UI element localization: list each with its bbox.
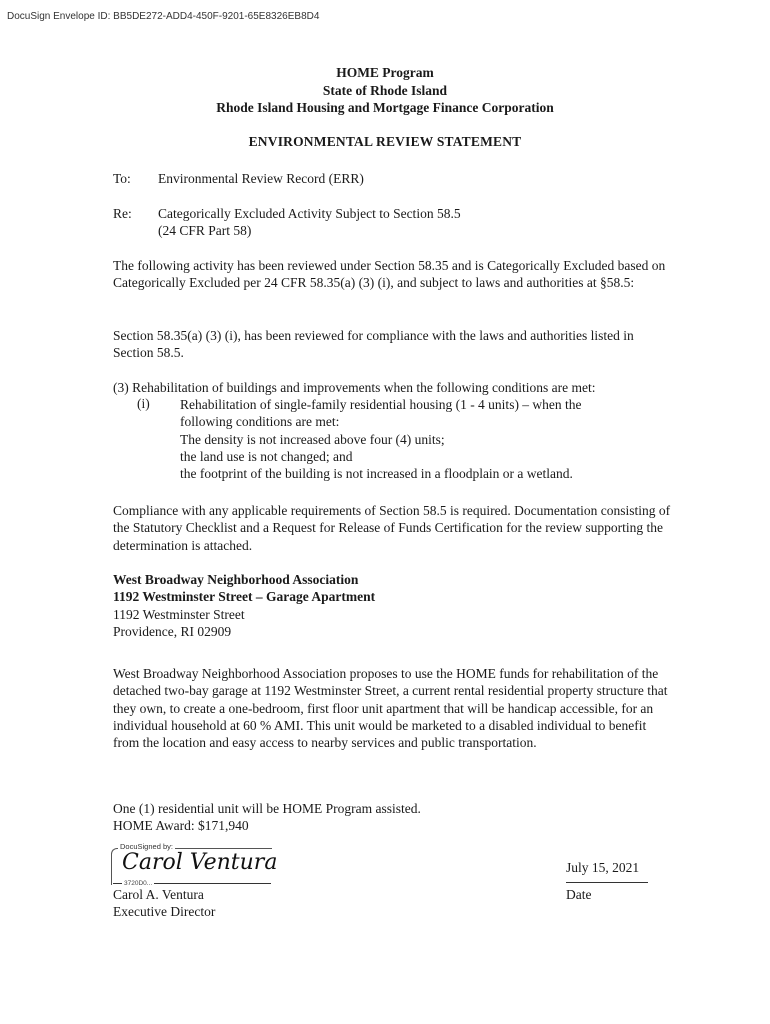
re-line-1: Categorically Excluded Activity Subject to Section 58.5: [158, 206, 461, 221]
condition-line: the footprint of the building is not increased in a floodplain or a wetland.: [180, 466, 573, 482]
condition-line: The density is not increased above four (4) units;: [180, 431, 445, 447]
condition-list: [180, 396, 650, 482]
project-city: Providence, RI 02909: [113, 623, 232, 639]
document-header: [0, 64, 770, 117]
program-name: HOME Program: [336, 65, 434, 80]
signer-name-text: Carol A. Ventura: [113, 887, 204, 902]
paragraph-compliance: Section 58.35(a) (3) (i), has been reviewed for compliance with the laws and authorities listed in Section 58.5.: [113, 328, 634, 361]
signature-id: 3720D0...: [124, 880, 153, 887]
award-line: HOME Award: $171,940: [113, 818, 249, 833]
condition-line: following conditions are met:: [180, 414, 340, 430]
units-line: One (1) residential unit will be HOME Program assisted.: [113, 801, 421, 816]
to-value: Environmental Review Record (ERR): [158, 171, 364, 186]
date-line: [566, 882, 648, 883]
condition-line: Rehabilitation of single-family residential housing (1 - 4 units) – when the: [180, 397, 582, 412]
project-block: [113, 571, 673, 640]
signer-title-text: Executive Director: [113, 904, 216, 919]
handwritten-signature: Carol Ventura: [122, 850, 278, 875]
project-organization: West Broadway Neighborhood Association: [113, 572, 359, 587]
statement-title: ENVIRONMENTAL REVIEW STATEMENT: [248, 134, 522, 149]
re-line-2: (24 CFR Part 58): [158, 223, 252, 238]
paragraph-review: The following activity has been reviewed under Section 58.35 and is Categorically Excluded based on Categorically Excluded per 24 CFR 58.35(a) (3) (i), and subject to laws and authorities at §58.5:: [113, 258, 666, 291]
condition-line: the land use is not changed; and: [180, 448, 353, 464]
docusign-label: DocuSigned by:: [120, 842, 173, 851]
docusign-envelope-id: DocuSign Envelope ID: BB5DE272-ADD4-450F-9201-65E8326EB8D4: [7, 11, 320, 22]
condition-number: (i): [137, 396, 150, 411]
date-label-text: Date: [566, 887, 592, 902]
paragraph-documentation: Compliance with any applicable requirements of Section 58.5 is required. Documentation consisting of the Statutory Checklist and a Request for Release of Funds Certification for the review supporting the determination is attached.: [113, 503, 671, 553]
project-street: 1192 Westminster Street: [113, 606, 245, 622]
to-label: To:: [113, 171, 131, 186]
state-name: State of Rhode Island: [322, 82, 448, 98]
conditions-intro: (3) Rehabilitation of buildings and improvements when the following conditions are met:: [113, 380, 596, 395]
project-name: 1192 Westminster Street – Garage Apartment: [113, 589, 376, 605]
re-label: Re:: [113, 206, 132, 221]
agency-name: Rhode Island Housing and Mortgage Finance Corporation: [216, 100, 554, 115]
project-description: West Broadway Neighborhood Association proposes to use the HOME funds for rehabilitation of the detached two-bay garage at 1192 Westminster Street, a current rental residential property structure that they own, to create a one-bedroom, first floor unit apartment that will be handicap accessible, for an individual household at 60 % AMI. This unit would be marketed to a disabled individual to benefit from the location and easy access to nearby services and public transportation.: [113, 666, 668, 751]
date-value-text: July 15, 2021: [566, 860, 640, 875]
